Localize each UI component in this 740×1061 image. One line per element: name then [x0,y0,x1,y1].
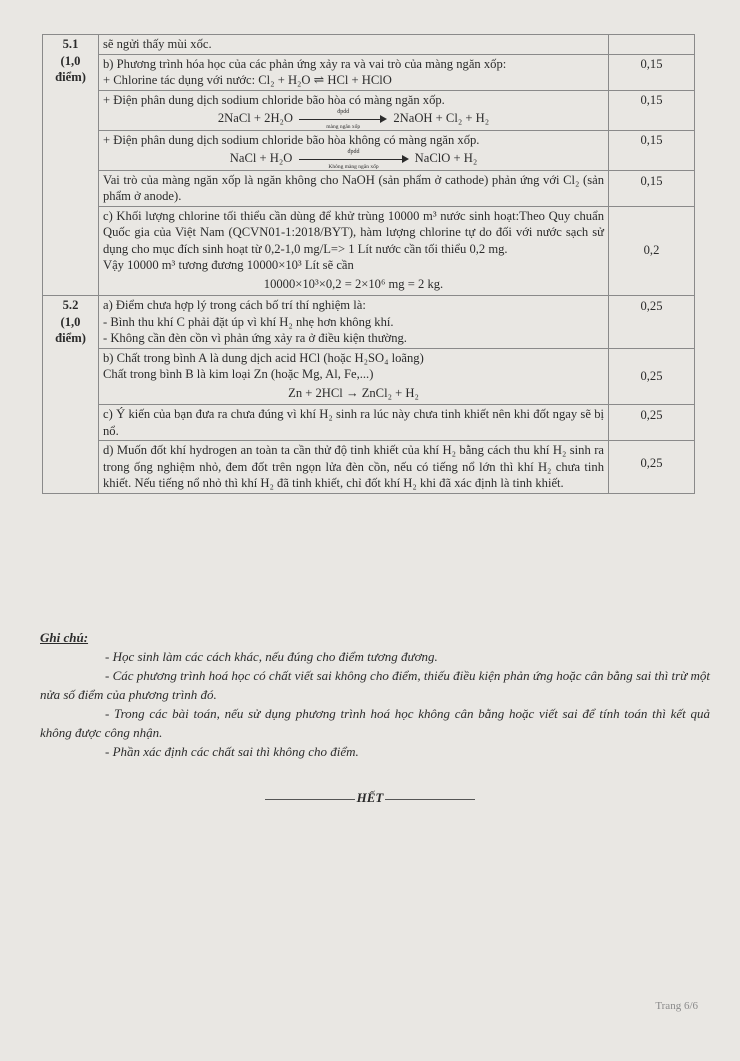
table-row [43,54,695,90]
row-content: c) Khối lượng chlorine tối thiểu cần dùng để khử trùng 10000 m³ nước sinh hoạt:Theo Quy chuẩn Quốc gia của Việt Nam (QCVN01-1:2018/BYT), hàm lượng chlorine tự do đối với nước sạch sử dụng cho mục đích sinh hoạt từ 0,2-1,0 mg/L=> 1 Lít nước cần tối thiểu 0,2 mg. Vậy 10000 m³ tương đương 10000×10³ Lít sẽ cần 10000×10³×0,2 = 2×10⁶ mg = 2 kg. [99,206,609,296]
reaction-equation: 2NaCl + 2H₂O đpdd màng ngăn xốp 2NaOH + Cl₂ + H₂ [217,109,490,131]
note-item: - Trong các bài toán, nếu sử dụng phương trình hoá học không cân bằng hoặc viết sai để tính toán thì kết quả không được công nhận. [40,706,710,740]
table-row [43,206,695,296]
row-score: 0,2 [609,206,695,296]
note-item: - Học sinh làm các cách khác, nếu đúng cho điểm tương đương. [105,649,438,664]
reaction-arrow-icon: đpdd màng ngăn xốp [299,112,387,126]
table-row [43,130,695,170]
row-content: c) Ý kiến của bạn đưa ra chưa đúng vì khí H₂ sinh ra lúc này chưa tinh khiết nên khi đốt ngay sẽ bị nổ. [99,405,609,441]
notes-section [40,628,710,761]
row-content: + Điện phân dung dịch sodium chloride bão hòa không có màng ngăn xốp. NaCl + H₂O đpdd Không màng ngăn xốp NaClO + H₂ [99,130,609,170]
table-row [43,170,695,206]
row-score [609,35,695,55]
row-score: 0,25 [609,405,695,441]
row-content: b) Phương trình hóa học của các phản ứng xảy ra và vai trò của màng ngăn xốp: + Chlorine tác dụng với nước: Cl₂ + H₂O ⇌ HCl + HClO [99,54,609,90]
row-score: 0,15 [609,90,695,130]
table-row [43,35,695,55]
row-content: d) Muốn đốt khí hydrogen an toàn ta cần thử độ tinh khiết của khí H₂ bằng cách thu khí H₂ sinh ra trong ống nghiệm nhỏ, đem đốt trên ngọn lửa đèn cồn, nếu có tiếng nổ lớn thì khí H₂ chưa tinh khiết. Nếu tiếng nổ nhỏ thì khí H₂ đã tinh khiết, chỉ đốt khí H₂ khi đã xác định là tinh khiết. [99,441,609,494]
row-content: a) Điểm chưa hợp lý trong cách bố trí thí nghiệm là: - Bình thu khí C phải đặt úp vì khí H₂ nhẹ hơn không khí. - Không cần đèn cồn vì phản ứng xảy ra ở điều kiện thường. [99,296,609,349]
row-content: Vai trò của màng ngăn xốp là ngăn không cho NaOH (sản phẩm ở cathode) phản ứng với Cl₂ (sản phẩm ở anode). [99,170,609,206]
row-content: sẽ ngửi thấy mùi xốc. [99,35,609,55]
table-row [43,405,695,441]
end-marker: HẾT [250,790,490,806]
reaction-equation: NaCl + H₂O đpdd Không màng ngăn xốp NaClO + H₂ [229,149,478,171]
row-score: 0,25 [609,348,695,405]
table-row [43,296,695,349]
reaction-arrow-icon: đpdd Không màng ngăn xốp [299,152,409,166]
section-5-1-label: 5.1 (1,0 điểm) [43,35,99,296]
row-score: 0,15 [609,130,695,170]
table-row [43,441,695,494]
row-score: 0,15 [609,170,695,206]
row-score: 0,25 [609,441,695,494]
grading-table [42,34,695,494]
section-5-2-label: 5.2 (1,0 điểm) [43,296,99,494]
note-item: - Phần xác định các chất sai thì không cho điểm. [105,744,359,759]
row-score: 0,15 [609,54,695,90]
note-item: - Các phương trình hoá học có chất viết sai không cho điểm, thiếu điều kiện phản ứng hoặc cân bằng sai thì trừ một nửa số điểm của phương trình đó. [40,668,710,702]
table-row [43,348,695,405]
row-score: 0,25 [609,296,695,349]
row-content: + Điện phân dung dịch sodium chloride bão hòa có màng ngăn xốp. 2NaCl + 2H₂O đpdd màng ngăn xốp 2NaOH + Cl₂ + H₂ [99,90,609,130]
row-content: b) Chất trong bình A là dung dịch acid HCl (hoặc H₂SO₄ loãng) Chất trong bình B là kim loại Zn (hoặc Mg, Al, Fe,...) Zn + 2HCl → ZnCl₂ + H₂ [99,348,609,405]
page-number: Trang 6/6 [655,1000,698,1012]
notes-title: Ghi chú: [40,630,89,645]
table-row [43,90,695,130]
